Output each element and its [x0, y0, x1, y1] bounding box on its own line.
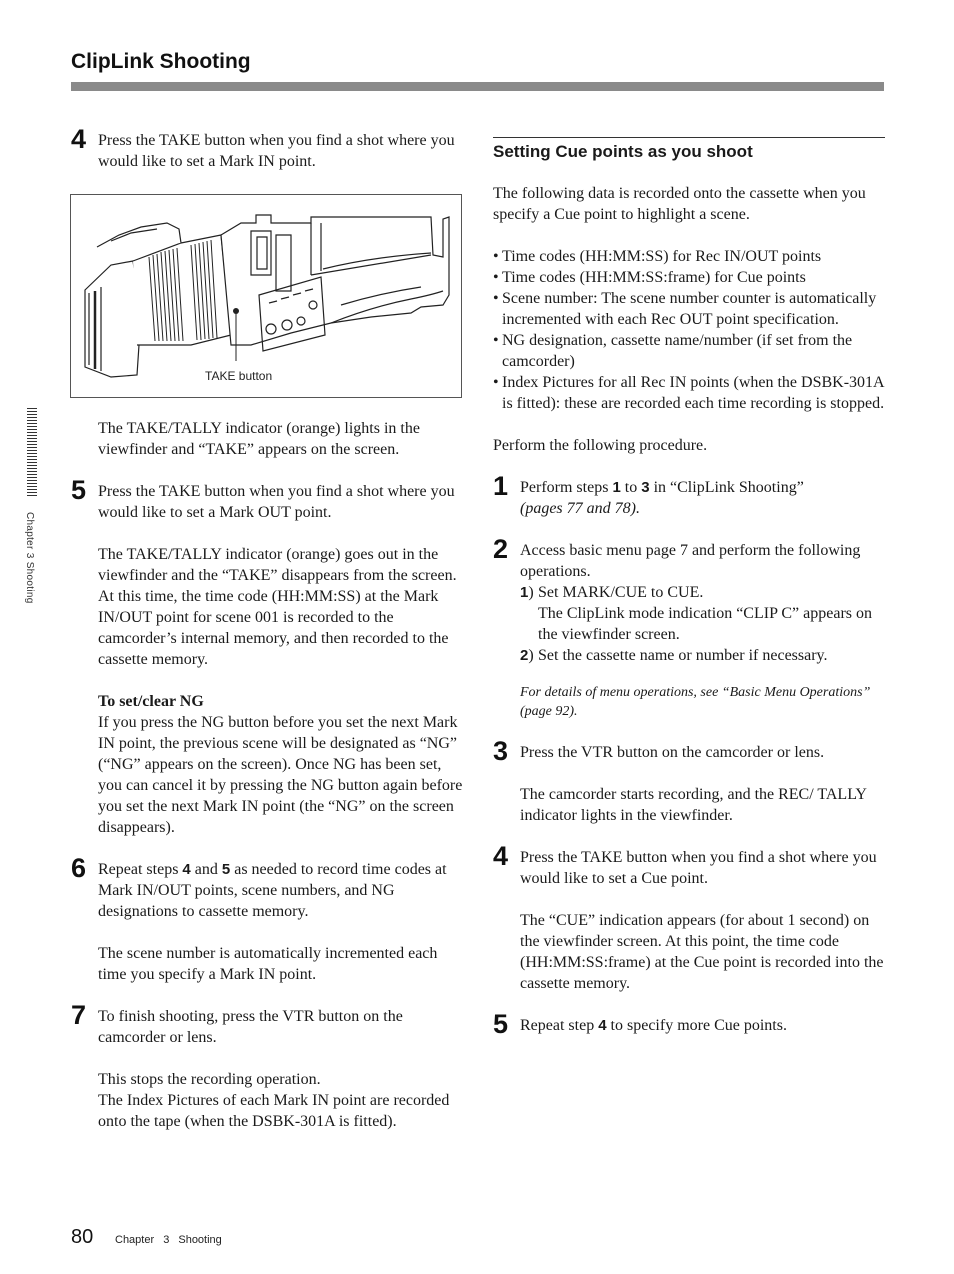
- step-number: 4: [71, 124, 87, 154]
- step-result-text: The TAKE/TALLY indicator (orange) lights in the viewfinder and “TAKE” appears on the screen.: [98, 420, 420, 458]
- chapter-tab-label: Chapter 3 Shooting: [24, 512, 35, 604]
- step-number: 1: [493, 471, 509, 501]
- step-number: 5: [71, 475, 87, 505]
- section-title: ClipLink Shooting: [71, 50, 251, 73]
- step-number: 5: [493, 1009, 509, 1039]
- camcorder-illustration: [70, 194, 462, 398]
- list-item: • Time codes (HH:MM:SS) for Rec IN/OUT points: [493, 246, 885, 267]
- step-number: 6: [71, 853, 87, 883]
- list-item: • Time codes (HH:MM:SS:frame) for Cue points: [493, 267, 885, 288]
- step-detail: The scene number is automatically incremented each time you specify a Mark IN point.: [98, 945, 438, 983]
- step-detail: The “CUE” indication appears (for about 1 second) on the viewfinder screen. At this point, the time code (HH:MM:SS:frame) at the Cue point is recorded into the cassette memory.: [520, 912, 884, 992]
- step-text: Press the TAKE button when you find a shot where you would like to set a Cue point.: [520, 849, 877, 887]
- step-detail: The TAKE/TALLY indicator (orange) goes out in the viewfinder and the “TAKE” disappears from the screen.: [98, 546, 457, 584]
- chapter-tab-marker: [27, 408, 37, 498]
- footer-chapter: Chapter 3 Shooting: [115, 1234, 222, 1246]
- step-number: 4: [493, 841, 509, 871]
- step-1-right: [493, 471, 885, 519]
- intro-text: The following data is recorded onto the cassette when you specify a Cue point to highlight a scene.: [493, 185, 866, 223]
- step-text: Repeat steps 4 and 5 as needed to record time codes at Mark IN/OUT points, scene numbers, and NG designations to cassette memory.: [98, 861, 447, 920]
- take-button-callout: TAKE button: [205, 369, 273, 383]
- ng-subheading: To set/clear NG: [98, 693, 204, 710]
- step-detail: The Index Pictures of each Mark IN point are recorded onto the tape (when the DSBK-301A is fitted).: [98, 1092, 450, 1130]
- ng-description: If you press the NG button before you set the next Mark IN point, the previous scene will be designated as “NG” (“NG” appears on the screen). Once NG has been set, you can cancel it by pressing the NG button again before you set the next Mark IN point (the “NG” on the screen disappears).: [98, 714, 463, 836]
- page-reference: (pages 77 and 78).: [520, 500, 640, 517]
- step-5-left: [71, 475, 463, 838]
- procedure-intro: Perform the following procedure.: [493, 437, 708, 454]
- step-2-right: [493, 534, 885, 721]
- step-4-left-result: [71, 418, 463, 460]
- left-column: [71, 124, 463, 1132]
- step-detail: At this time, the time code (HH:MM:SS) at the Mark IN/OUT point for scene 001 is recorded to the camcorder’s internal memory, and then recorded to the cassette memory.: [98, 588, 449, 668]
- step-6-left: [71, 853, 463, 985]
- step-text: Access basic menu page 7 and perform the following operations.: [520, 542, 861, 580]
- step-4-right: [493, 841, 885, 994]
- step-text: Repeat step 4 to specify more Cue points.: [520, 1017, 787, 1034]
- step-5-right: [493, 1009, 885, 1039]
- step-7-left: [71, 1000, 463, 1132]
- step-number: 7: [71, 1000, 87, 1030]
- subsection-rule: [493, 137, 885, 138]
- list-item: • Scene number: The scene number counter is automatically incremented with each Rec OUT point specification.: [493, 288, 885, 330]
- list-item: • NG designation, cassette name/number (if set from the camcorder): [493, 330, 885, 372]
- step-number: 3: [493, 736, 509, 766]
- title-rule: [71, 82, 884, 91]
- step-text: Press the TAKE button when you find a shot where you would like to set a Mark IN point.: [98, 132, 455, 170]
- step-text: Perform steps 1 to 3 in “ClipLink Shooting”: [520, 479, 804, 496]
- list-item: • Index Pictures for all Rec IN points (when the DSBK-301A is fitted): these are recorded each time recording is stopped.: [493, 372, 885, 414]
- page-number: 80: [71, 1226, 94, 1248]
- subsection-heading: Setting Cue points as you shoot: [493, 142, 753, 161]
- step-text: To finish shooting, press the VTR button on the camcorder or lens.: [98, 1008, 403, 1046]
- cue-data-list: [493, 246, 885, 414]
- step-detail: This stops the recording operation.: [98, 1071, 321, 1088]
- step-number: 2: [493, 534, 509, 564]
- step-text: Press the VTR button on the camcorder or lens.: [520, 744, 825, 761]
- step-3-right: [493, 736, 885, 826]
- sub-step-2: 2) Set the cassette name or number if necessary.: [520, 647, 828, 664]
- right-column: [493, 130, 885, 1039]
- step-4-left: [71, 124, 463, 172]
- sub-step-1: 1) Set MARK/CUE to CUE. The ClipLink mode indication “CLIP C” appears on the viewfinder screen.: [520, 584, 872, 643]
- step-detail: The camcorder starts recording, and the REC/ TALLY indicator lights in the viewfinder.: [520, 786, 867, 824]
- step-text: Press the TAKE button when you find a shot where you would like to set a Mark OUT point.: [98, 483, 455, 521]
- menu-note: For details of menu operations, see “Basic Menu Operations” (page 92).: [520, 685, 871, 719]
